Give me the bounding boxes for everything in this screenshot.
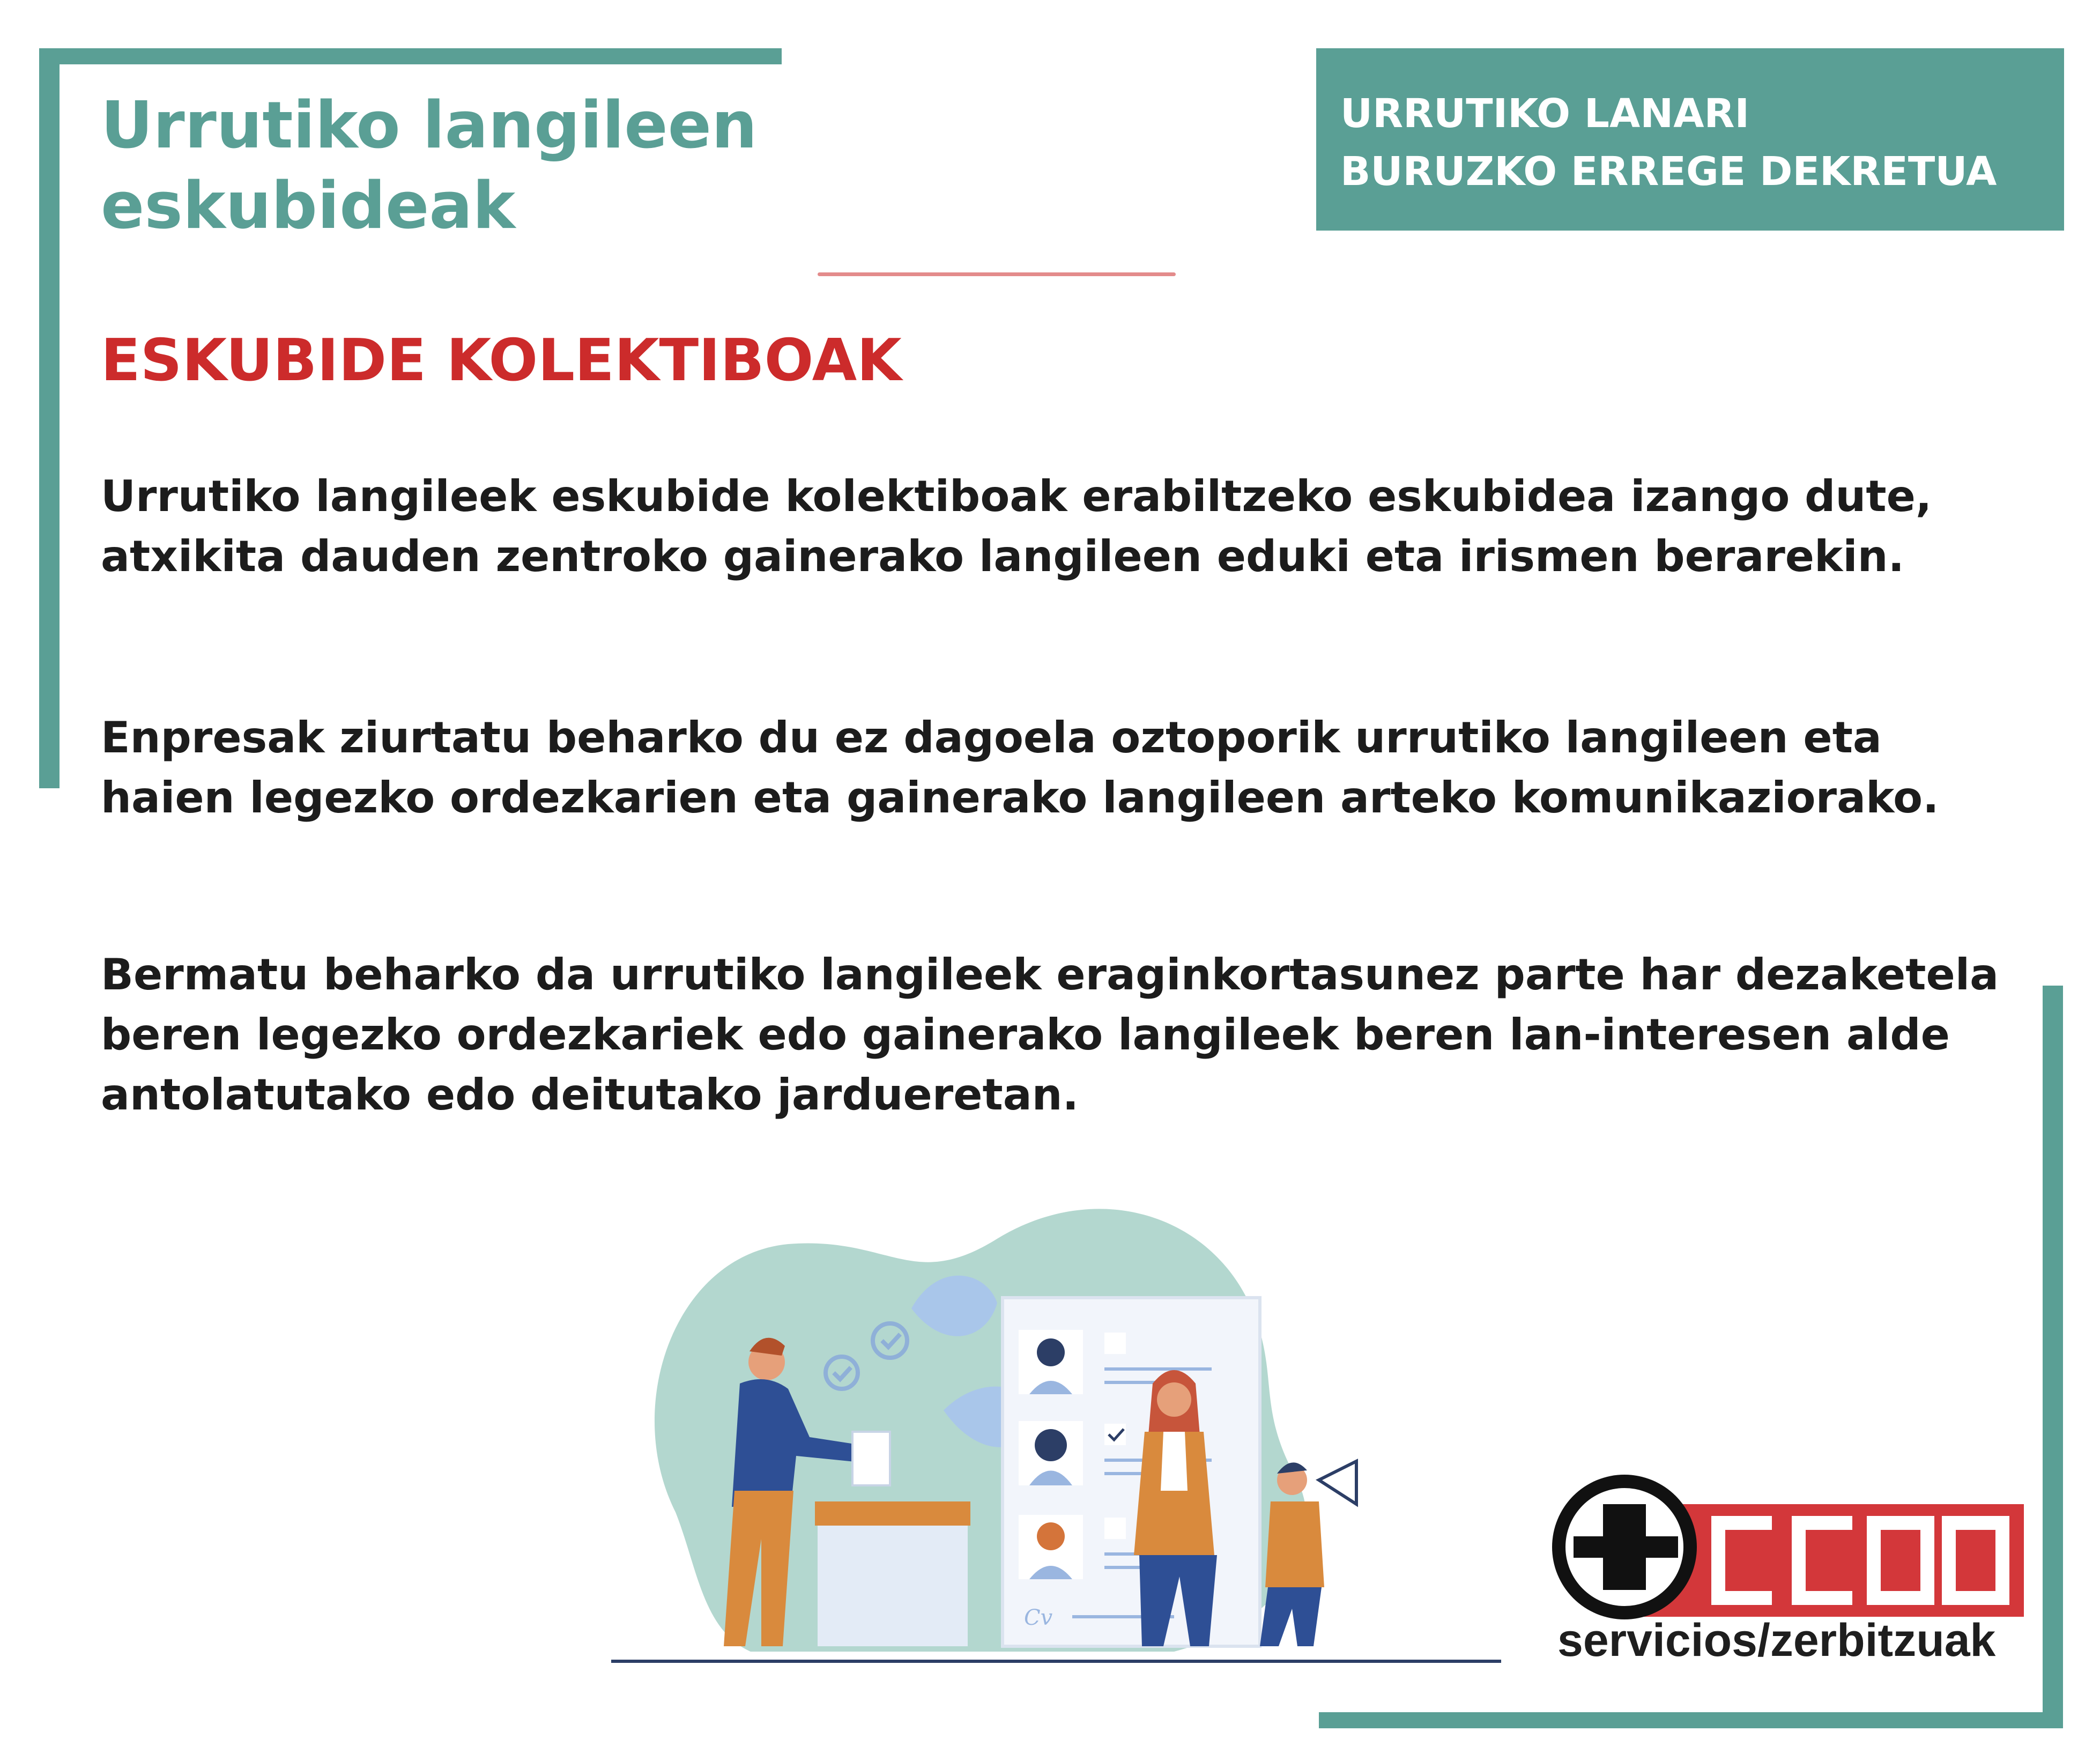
logo-emblem-icon [1552, 1475, 1697, 1619]
frame-bottom-right-bar [1319, 1712, 2063, 1728]
page-title [101, 86, 825, 247]
section-subtitle: ESKUBIDE KOLEKTIBOAK [101, 327, 902, 394]
paragraph-2: Enpresak ziurtatu beharko du ez dagoela oztoporik urrutiko langileen eta haien legezko ordezkarien eta gainerako langileen arteko komunikaziorako. [101, 713, 1939, 823]
paragraph-3: Bermatu beharko da urrutiko langileek eraginkortasunez parte har dezaketela beren legezko ordezkariek edo gainerako langileek beren lan-interesen alde antolatutako edo deitutako jardueretan. [101, 950, 1999, 1120]
ballot-box [818, 1526, 968, 1646]
title-line-1: Urrutiko langileen [101, 88, 758, 163]
title-line-2: eskubideak [101, 169, 516, 243]
frame-right-bar [2043, 986, 2063, 1728]
frame-top-left-bar [39, 48, 782, 64]
ballot-box-lid [815, 1501, 970, 1526]
ground-line [611, 1660, 1501, 1663]
logo-caption: servicios/zerbitzuak [1557, 1615, 1996, 1666]
divider-line [818, 272, 1176, 276]
logo-letters-text: CCOO [1547, 1472, 1548, 1473]
voting-illustration [611, 1180, 1512, 1673]
decree-badge [1316, 48, 2064, 231]
badge-line-1: URRUTIKO LANARI [1340, 91, 1749, 137]
frame-left-bar [39, 48, 60, 788]
badge-line-2: BURUZKO ERREGE DEKRETUA [1340, 149, 1997, 195]
board-signature: Cv [1024, 1605, 1053, 1630]
paragraph-1: Urrutiko langileek eskubide kolektiboak erabiltzeko eskubidea izango dute, atxikita dauden zentroko gainerako langileen eduki eta irismen berarekin. [101, 471, 1932, 581]
